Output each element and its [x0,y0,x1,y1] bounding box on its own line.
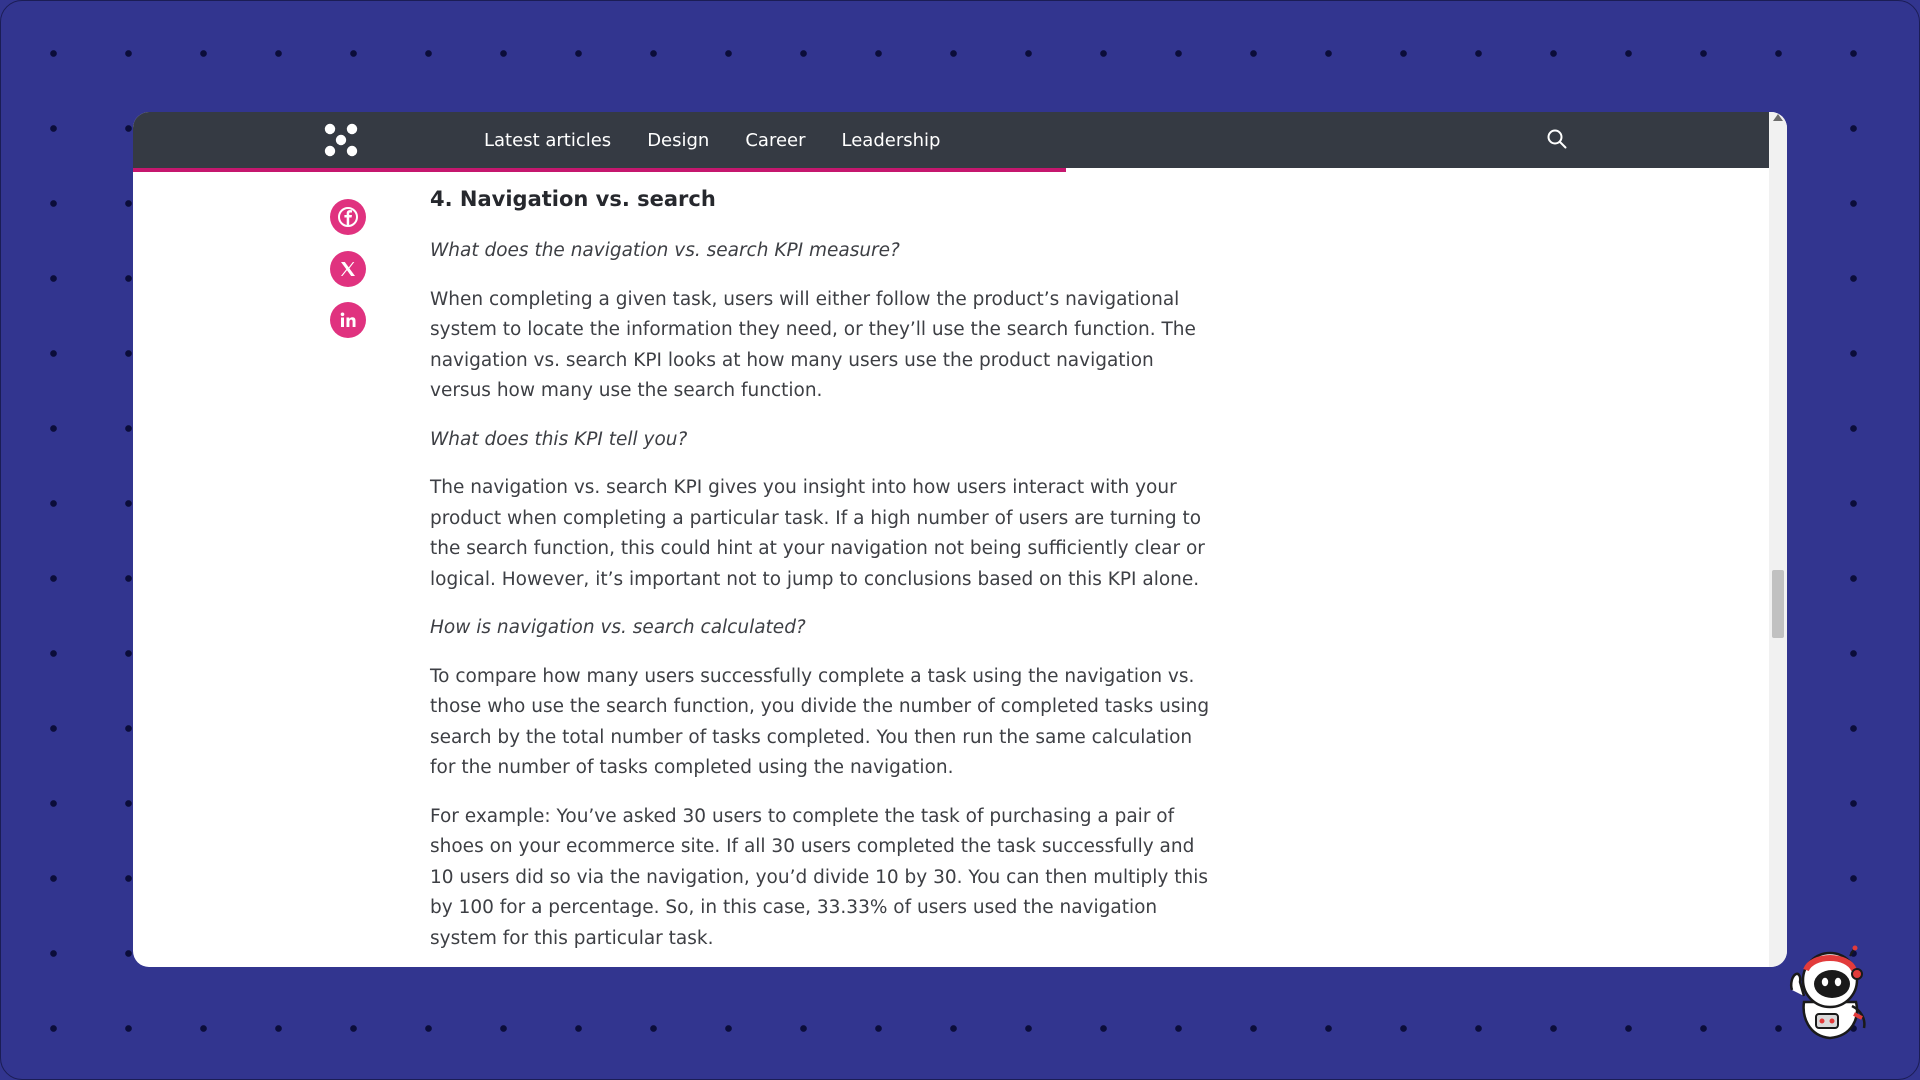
nav-links [484,112,940,168]
section-heading: 4. Navigation vs. search [430,187,716,211]
article-content [430,184,1220,967]
question-1: What does the navigation vs. search KPI measure? [430,240,900,261]
scroll-up-arrow-icon[interactable] [1773,114,1783,121]
share-linkedin-button[interactable] [330,302,366,338]
vertical-scrollbar[interactable] [1769,112,1787,967]
paragraph-4: For example: You’ve asked 30 users to complete the task of purchasing a pair of shoes on your ecommerce site. If all 30 users completed the task successfully and 10 users did so via the navigation, you’d divide 10 by 30. You can then multiply this by 100 for a percentage. So, in this case, 33.33% of users used the navigation system for this particular task. [430,805,1208,949]
x-icon [339,260,357,278]
logo-icon[interactable] [324,123,358,157]
paragraph-3: To compare how many users successfully complete a task using the navigation vs. those who use the search function, you divide the number of completed tasks using search by the total number of tasks completed. You then run the same calculation for the number of tasks completed using the navigation. [430,665,1210,778]
scrollbar-thumb[interactable] [1772,570,1784,638]
nav-design[interactable]: Design [647,129,710,151]
top-navbar [133,112,1769,168]
nav-leadership[interactable]: Leadership [841,129,941,151]
question-3: How is navigation vs. search calculated? [430,617,806,638]
reading-progress-bar [133,168,1066,172]
share-x-button[interactable] [330,251,366,287]
paragraph-2: The navigation vs. search KPI gives you insight into how users interact with your product when completing a particular task. If a high number of users are turning to the search function, this could hint at your navigation not being sufficiently clear or logical. However, it’s important not to jump to conclusions based on this KPI alone. [430,477,1205,590]
nav-career[interactable]: Career [745,129,806,151]
question-2: What does this KPI tell you? [430,428,688,450]
facebook-icon [337,206,359,228]
linkedin-icon [338,310,358,330]
share-facebook-button[interactable] [330,199,366,235]
paragraph-1: When completing a given task, users will either follow the product’s navigational system to locate the information they need, or they’ll use the search function. The navigation vs. search KPI looks at how many users use the product navigation versus how many use the search function. [430,288,1196,401]
nav-latest-articles[interactable]: Latest articles [484,129,612,151]
search-icon[interactable] [1545,127,1569,151]
browser-window [133,112,1787,967]
astronaut-mascot-icon [1782,944,1878,1044]
